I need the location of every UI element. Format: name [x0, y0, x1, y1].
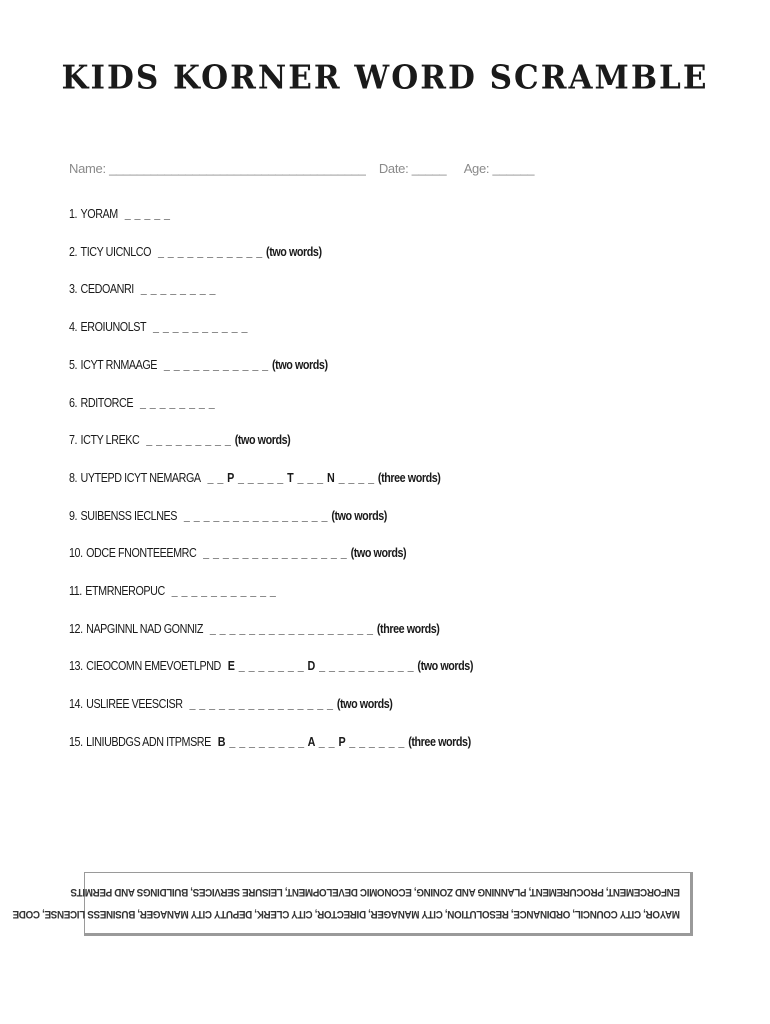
- answer-blanks[interactable]: _ _ _ _ _ _ _ _ _ _ _ _ _ _ _: [183, 508, 328, 523]
- question-number: 15.: [69, 734, 83, 749]
- scrambled-word: SUIBENSS IECLNES: [80, 508, 178, 523]
- question-row: [69, 396, 219, 410]
- scrambled-word: ETMRNEROPUC: [85, 584, 165, 598]
- question-number: 1.: [69, 207, 78, 221]
- answer-blanks[interactable]: B _ _ _ _ _ _ _ _ A _ _ P _ _ _ _ _ _: [217, 734, 405, 749]
- answer-blanks[interactable]: _ _ _ _ _ _ _ _: [139, 395, 216, 410]
- question-number: 13.: [69, 659, 83, 674]
- question-number: 9.: [69, 508, 78, 523]
- question-number: 14.: [69, 697, 83, 712]
- question-number: 4.: [69, 320, 78, 335]
- scrambled-word: NAPGINNL NAD GONNIZ: [86, 621, 203, 636]
- question-row: [69, 697, 392, 711]
- answer-blanks[interactable]: _ _ _ _ _ _ _ _ _ _: [153, 320, 248, 335]
- question-row: [69, 207, 174, 221]
- question-row: [69, 433, 290, 447]
- answer-blanks[interactable]: _ _ _ _ _ _ _ _: [140, 282, 216, 297]
- word-count-hint: (three words): [376, 621, 440, 636]
- question-number: 5.: [69, 357, 78, 372]
- scrambled-word: YORAM: [80, 207, 118, 221]
- question-number: 6.: [69, 395, 78, 410]
- question-row: [69, 622, 439, 636]
- question-row: [69, 358, 328, 372]
- date-field[interactable]: Date: _____: [378, 161, 447, 176]
- answer-blanks[interactable]: _ _ _ _ _ _ _ _ _ _ _ _ _ _ _: [203, 546, 348, 561]
- question-row: [69, 735, 471, 749]
- question-number: 10.: [69, 546, 83, 561]
- answer-blanks[interactable]: _ _ _ _ _ _ _ _ _ _ _ _ _ _ _: [189, 697, 334, 712]
- question-number: 12.: [69, 621, 83, 636]
- question-number: 2.: [69, 244, 78, 259]
- answer-blanks[interactable]: _ _ _ _ _: [124, 207, 171, 221]
- scrambled-word: EROIUNOLST: [80, 320, 147, 335]
- question-number: 8.: [69, 470, 78, 485]
- question-row: [69, 584, 280, 598]
- word-bank-text-upside-down: [12, 881, 680, 925]
- name-field[interactable]: Name: _____________________________________: [69, 161, 366, 176]
- word-count-hint: (two words): [272, 357, 328, 372]
- word-count-hint: (two words): [234, 433, 291, 448]
- answer-blanks[interactable]: _ _ P _ _ _ _ _ T _ _ _ N _ _ _ _: [207, 470, 375, 485]
- scrambled-word: ICTY LREKC: [80, 433, 140, 448]
- answer-blanks[interactable]: _ _ _ _ _ _ _ _ _ _ _: [163, 357, 269, 372]
- word-bank-line: ENFORCEMENT, PROCUREMENT, PLANNING AND ZONING, ECONOMIC DEVELOPMENT, LEISURE SERVICES, BUILDINGS AND PERMITS: [70, 886, 680, 898]
- question-row: [69, 509, 387, 523]
- word-count-hint: (two words): [336, 697, 393, 712]
- scrambled-word: RDITORCE: [80, 395, 134, 410]
- scrambled-word: LINIUBDGS ADN ITPMSRE: [86, 734, 211, 749]
- answer-blanks[interactable]: _ _ _ _ _ _ _ _ _ _ _: [171, 584, 277, 598]
- scrambled-word: UYTEPD ICYT NEMARGA: [80, 470, 201, 485]
- word-count-hint: (two words): [266, 244, 322, 259]
- question-row: [69, 282, 219, 296]
- age-field[interactable]: Age: ______: [463, 161, 535, 176]
- word-count-hint: (two words): [331, 508, 387, 523]
- answer-blanks[interactable]: _ _ _ _ _ _ _ _ _ _ _: [157, 244, 263, 259]
- scrambled-word: CEDOANRI: [80, 282, 134, 297]
- word-bank-box: [12, 872, 693, 936]
- question-number: 11.: [69, 584, 82, 598]
- question-row: [69, 245, 322, 259]
- word-count-hint: (three words): [377, 470, 441, 485]
- student-info-line: [69, 161, 534, 176]
- scrambled-word: USLIREE VEESCISR: [86, 697, 183, 712]
- scrambled-word: TICY UICNLCO: [80, 244, 152, 259]
- question-number: 3.: [69, 282, 78, 297]
- word-bank-line: MAYOR, CITY COUNCIL, ORDINANCE, RESOLUTION, CITY MANAGER, DIRECTOR, CITY CLERK, DEPUTY CITY MANAGER, BUSINESS LICENSE, CODE: [12, 908, 680, 920]
- question-number: 7.: [69, 433, 78, 448]
- answer-blanks[interactable]: _ _ _ _ _ _ _ _ _: [146, 433, 232, 448]
- answer-blanks[interactable]: _ _ _ _ _ _ _ _ _ _ _ _ _ _ _ _ _: [209, 621, 374, 636]
- question-row: [69, 471, 440, 485]
- question-row: [69, 659, 473, 673]
- scrambled-word: CIEOCOMN EMEVOETLPND: [86, 659, 221, 674]
- word-count-hint: (two words): [350, 546, 407, 561]
- word-count-hint: (three words): [408, 734, 471, 749]
- answer-blanks[interactable]: E _ _ _ _ _ _ _ D _ _ _ _ _ _ _ _ _ _: [227, 659, 414, 674]
- scrambled-word: ODCE FNONTEEEMRC: [86, 546, 197, 561]
- scrambled-word: ICYT RNMAAGE: [80, 357, 158, 372]
- page-title: KIDS KORNER WORD SCRAMBLE: [61, 59, 709, 97]
- question-row: [69, 546, 406, 560]
- question-row: [69, 320, 251, 334]
- word-count-hint: (two words): [417, 659, 474, 674]
